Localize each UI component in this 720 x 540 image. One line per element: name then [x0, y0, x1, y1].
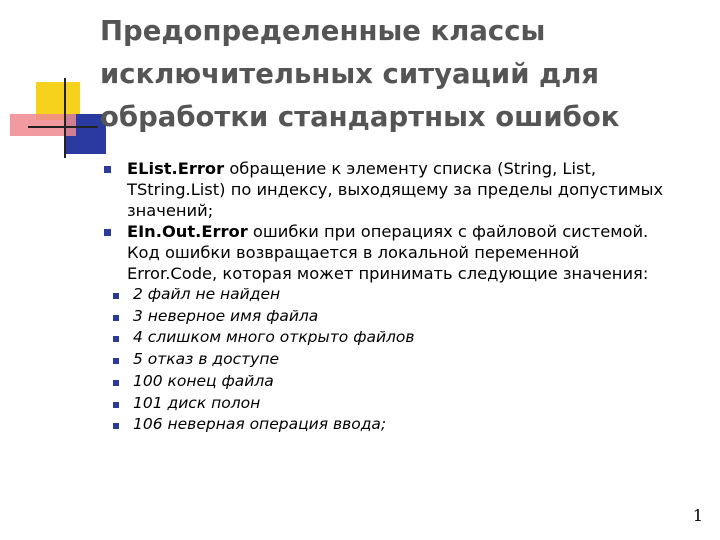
square-bullet-icon: [113, 402, 119, 408]
list-item-einouterror: [100, 221, 710, 284]
title-line: Предопределенные классы: [100, 15, 546, 47]
error-code-text: 2 файл не найден: [133, 285, 281, 303]
slide-content: [100, 158, 710, 436]
item-line: [127, 221, 710, 242]
error-code-text: 5 отказ в доступе: [133, 350, 279, 369]
pink-square-icon: [10, 114, 76, 136]
list-item: [100, 284, 710, 306]
item-line: [127, 158, 710, 179]
square-bullet-icon: [113, 380, 119, 386]
item-line: значений;: [127, 201, 214, 220]
error-code-text: 3 неверное имя файла: [133, 306, 319, 325]
vertical-line-icon: [64, 78, 66, 158]
list-item: [100, 414, 710, 436]
square-bullet-icon: [113, 423, 119, 429]
list-item-elisterror: [100, 158, 710, 221]
list-item: [100, 349, 710, 371]
slide-title: [100, 10, 700, 139]
square-bullet-icon: [104, 166, 111, 173]
item-line: Error.Code, которая может принимать следующие значения:: [127, 264, 649, 283]
page-number: 1: [692, 506, 703, 525]
list-item: [100, 393, 710, 415]
error-code-text: 100 конец файла: [133, 371, 274, 390]
decorative-logo-icon: [0, 0, 100, 170]
list-item: [100, 327, 710, 349]
square-bullet-icon: [104, 229, 111, 236]
error-code-text: 106 неверная операция ввода;: [133, 415, 387, 434]
square-bullet-icon: [113, 358, 119, 364]
horizontal-line-icon: [28, 126, 98, 128]
item-line: Код ошибки возвращается в локальной переменной: [127, 243, 580, 262]
item-line: TString.List) по индексу, выходящему за пределы допустимых: [127, 180, 664, 199]
square-bullet-icon: [113, 315, 119, 321]
item-text: обращение к элементу списка (String, List,: [224, 159, 597, 178]
error-code-list: [100, 284, 710, 436]
title-line: обработки стандартных ошибок: [100, 101, 620, 133]
item-term: EList.Error: [127, 159, 225, 178]
item-text: ошибки при операциях с файловой системой.: [247, 222, 649, 241]
list-item: [100, 371, 710, 393]
error-code-text: 101 диск полон: [133, 393, 261, 412]
title-line: исключительных ситуаций для: [100, 58, 600, 90]
square-bullet-icon: [113, 336, 119, 342]
square-bullet-icon: [113, 293, 119, 299]
list-item: [100, 306, 710, 328]
item-term: EIn.Out.Error: [127, 222, 248, 241]
error-code-text: 4 слишком много открыто файлов: [133, 328, 415, 347]
